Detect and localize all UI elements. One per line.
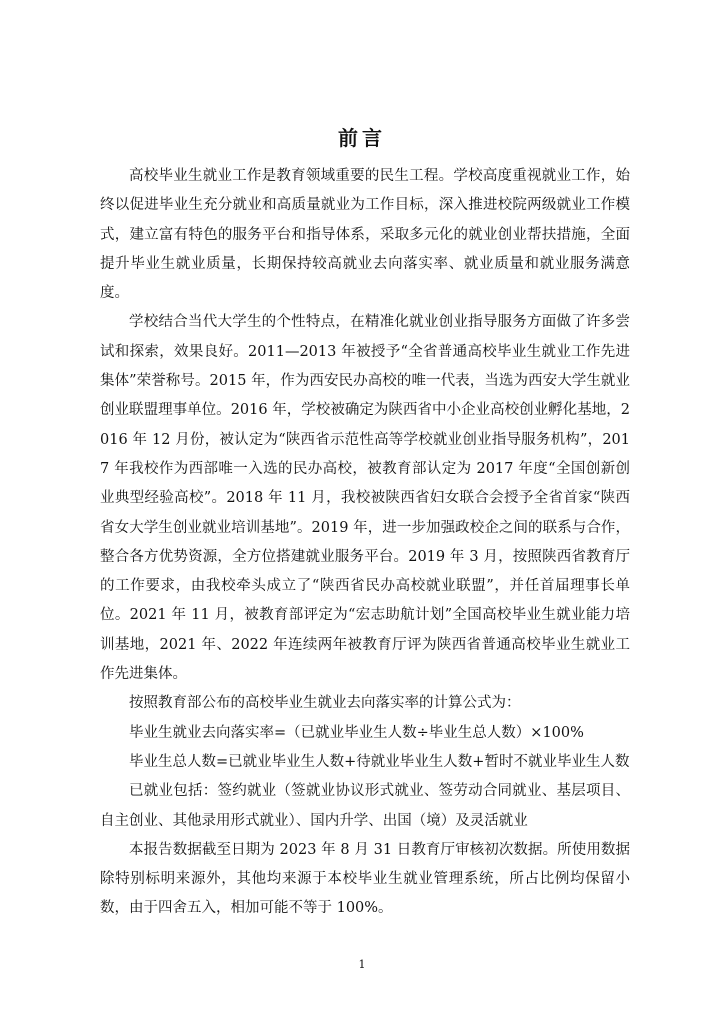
page-number: 1: [358, 958, 366, 971]
paragraph-formula-intro: 按照教育部公布的高校毕业生就业去向落实率的计算公式为：: [129, 695, 521, 712]
paragraph-formula-total: 毕业生总人数=已就业毕业生人数+待就业毕业生人数+暂时不就业毕业生人数: [129, 753, 630, 770]
paragraph-history: 学校结合当代大学生的个性特点，在精准化就业创业指导服务方面做了许多尝试和探索，效果良好。2011—2013 年被授予“全省普通高校毕业生就业工作先进集体”荣誉称号。2015 年，作为西安民办高校的唯一代表，当选为西安大学生就业创业联盟理事单位。2016 年，学校被确定为陕西省中小企业高校创业孵化基地，2016 年 12 月份，被认定为“陕西省示范性高等学校就业创业指导服务机构”，2017 年我校作为西部唯一入选的民办高校，被教育部认定为 2017 年度“全国创新创业典型经验高校”。2018 年 11 月，我校被陕西省妇女联合会授予全省首家“陕西省女大学生创业就业培训基地”。2019 年，进一步加强政校企之间的联系与合作，整合各方优势资源，全方位搭建就业服务平台。2019 年 3 月，按照陕西省教育厅的工作要求，由我校牵头成立了“陕西省民办高校就业联盟”，并任首届理事长单位。2021 年 11 月，被教育部评定为“宏志助航计划”全国高校毕业生就业能力培训基地，2021 年、2022 年连续两年被教育厅评为陕西省普通高校毕业生就业工作先进集体。: [100, 314, 630, 683]
page-title: 前言: [338, 126, 386, 150]
paragraph-intro: 高校毕业生就业工作是教育领域重要的民生工程。学校高度重视就业工作，始终以促进毕业生充分就业和高质量就业为工作目标，深入推进校院两级就业工作模式，建立富有特色的服务平台和指导体系，采取多元化的就业创业帮扶措施，全面提升毕业生就业质量，长期保持较高就业去向落实率、就业质量和就业服务满意度。: [100, 168, 630, 302]
paragraph-formula-rate: 毕业生就业去向落实率=（已就业毕业生人数÷毕业生总人数）×100%: [129, 724, 584, 741]
paragraph-data-note: 本报告数据截至日期为 2023 年 8 月 31 日教育厅审核初次数据。所使用数据除特别标明来源外，其他均来源于本校毕业生就业管理系统，所占比例均保留小数，由于四舍五入，相加可能不等于 100%。: [100, 841, 630, 917]
document-body: [100, 162, 630, 924]
paragraph-employed-definition: 已就业包括：签约就业（签就业协议形式就业、签劳动合同就业、基层项目、自主创业、其他录用形式就业）、国内升学、出国（境）及灵活就业: [100, 783, 630, 829]
